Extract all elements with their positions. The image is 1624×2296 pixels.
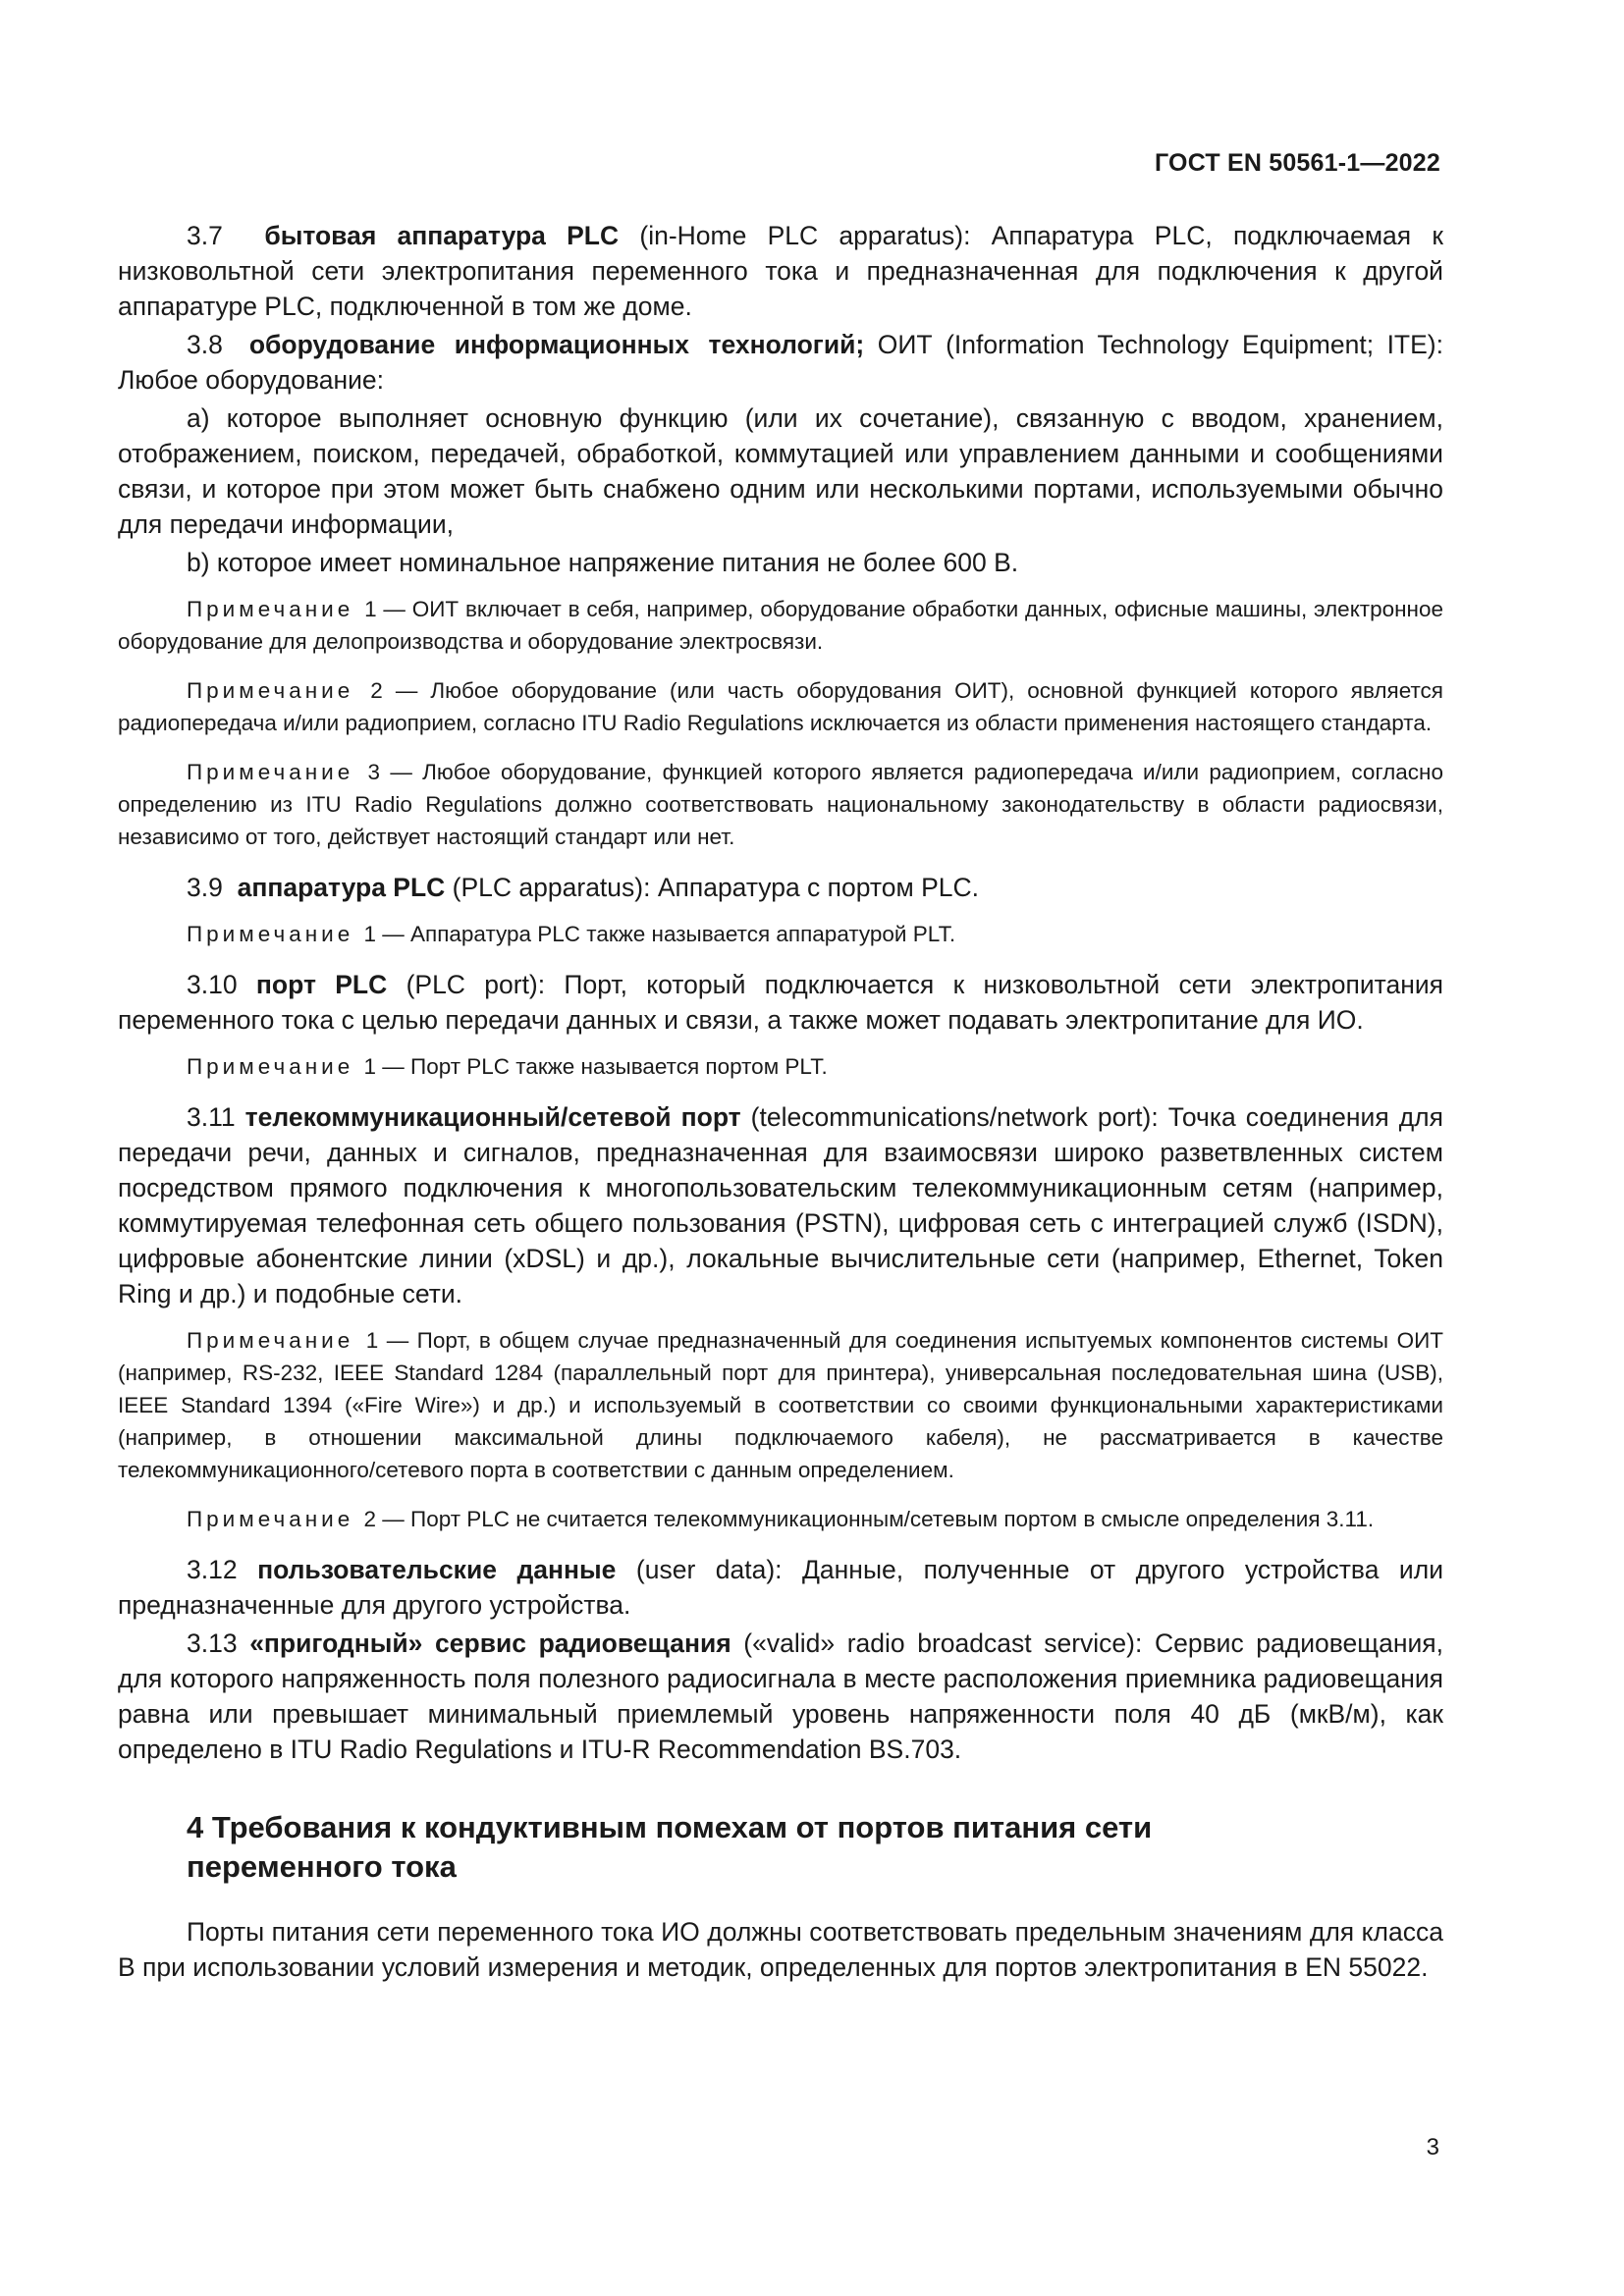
clause-number: 3.13: [187, 1629, 238, 1658]
definition-3-10: [118, 967, 1443, 1038]
clause-number: 3.12: [187, 1555, 238, 1584]
definition-text: (PLC apparatus): Аппаратура с портом PLC.: [445, 873, 979, 902]
term: телекоммуникационный/сетевой порт: [244, 1102, 741, 1132]
definition-3-11: [118, 1099, 1443, 1311]
definition-text: ОИТ (Information Technology Equipment; ITE): Любое оборудование:: [118, 330, 1443, 395]
clause-number: 3.11: [187, 1102, 236, 1132]
note-number: 2: [363, 1507, 377, 1531]
note-number: 1: [363, 1054, 377, 1079]
definition-3-9: [118, 870, 1443, 905]
list-item-a: a) которое выполняет основную функцию (или их сочетание), связанную с вводом, хранением, отображением, поиском, передачей, обработкой, коммутацией или управлением данными и сообщениями связи, и которое при этом может быть снабжено одним или несколькими портами, используемыми обычно для передачи информации,: [118, 403, 1443, 539]
note-3-8-2: [118, 674, 1443, 739]
note-3-11-1: [118, 1324, 1443, 1486]
term: бытовая аппаратура PLC: [264, 221, 620, 250]
note-3-9-1: [118, 918, 1443, 950]
definition-text: (PLC port): Порт, который подключается к низковольтной сети электропитания переменного тока с целью передачи данных и связи, а также может подавать электропитание для ИО.: [118, 970, 1443, 1035]
note-label: Примечание: [187, 1507, 354, 1531]
definition-3-8: [118, 327, 1443, 398]
term: «пригодный» сервис радиовещания: [249, 1629, 731, 1658]
term: оборудование информационных технологий;: [248, 330, 865, 359]
standard-header: ГОСТ EN 50561-1—2022: [1155, 149, 1440, 177]
note-text: — Любое оборудование, функцией которого является радиопередача и/или радиоприем, согласно определению из ITU Radio Regulations должно соответствовать национальному законодательству в области радиосвязи, независимо от того, действует настоящий стандарт или нет.: [118, 760, 1443, 849]
note-number: 3: [367, 760, 381, 784]
note-text: — ОИТ включает в себя, например, оборудование обработки данных, офисные машины, электронное оборудование для делопроизводства и оборудование электросвязи.: [118, 597, 1443, 654]
term: аппаратура PLC: [237, 873, 446, 902]
note-label: Примечание: [187, 678, 354, 703]
clause-number: 3.8: [187, 330, 223, 359]
note-label: Примечание: [187, 922, 354, 946]
note-label: Примечание: [187, 760, 354, 784]
document-body: [118, 218, 1443, 1988]
note-number: 2: [370, 678, 383, 703]
term: порт PLC: [255, 970, 388, 999]
note-3-8-3: [118, 756, 1443, 853]
note-number: 1: [365, 1328, 379, 1353]
note-label: Примечание: [187, 1328, 354, 1353]
term: пользовательские данные: [257, 1555, 617, 1584]
definition-text: (user data): Данные, полученные от другого устройства или предназначенные для другого устройства.: [118, 1555, 1443, 1620]
note-label: Примечание: [187, 1054, 354, 1079]
note-3-8-1: [118, 593, 1443, 658]
definition-text: («valid» radio broadcast service): Сервис радиовещания, для которого напряженность поля полезного радиосигнала в месте расположения приемника радиовещания равна или превышает минимальный приемлемый уровень напряженности поля 40 дБ (мкВ/м), как определено в ITU Radio Regulations и ITU-R Recommendation BS.703.: [118, 1629, 1443, 1764]
clause-number: 3.7: [187, 221, 223, 250]
definition-3-12: [118, 1552, 1443, 1623]
note-number: 1: [363, 922, 377, 946]
note-text: — Порт, в общем случае предназначенный для соединения испытуемых компонентов системы ОИТ (например, RS-232, IEEE Standard 1284 (параллельный порт для принтера), универсальная последовательная шина (USB), IEEE Standard 1394 («Fire Wire») и др.) и используемый в соответствии со своими функциональными характеристиками (например, в отношении максимальной длины подключаемого кабеля), не рассматривается в качестве телекоммуникационного/сетевого порта в соответствии с данным определением.: [118, 1328, 1443, 1482]
definition-text: (telecommunications/network port): Точка соединения для передачи речи, данных и сигналов, предназначенная для взаимосвязи широко разветвленных систем посредством прямого подключения к многопользовательским телекоммуникационным сетям (например, коммутируемая телефонная сеть общего пользования (PSTN), цифровая сеть с интеграцией служб (ISDN), цифровые абонентские линии (xDSL) и др.), локальные вычислительные сети (например, Ethernet, Token Ring и др.) и подобные сети.: [118, 1102, 1443, 1308]
note-3-10-1: [118, 1050, 1443, 1083]
definition-3-13: [118, 1626, 1443, 1767]
section-4-body: Порты питания сети переменного тока ИО должны соответствовать предельным значениям для класса В при использовании условий измерения и методик, определенных для портов электропитания в EN 55022.: [118, 1917, 1443, 1982]
note-label: Примечание: [187, 597, 354, 621]
section-4-title: 4 Требования к кондуктивным помехам от портов питания сети переменного тока: [187, 1810, 1153, 1884]
note-text: — Аппаратура PLC также называется аппаратурой PLT.: [376, 922, 956, 946]
note-text: — Порт PLC также называется портом PLT.: [376, 1054, 828, 1079]
note-text: — Порт PLC не считается телекоммуникационным/сетевым портом в смысле определения 3.11.: [376, 1507, 1375, 1531]
clause-number: 3.10: [187, 970, 238, 999]
list-item-b: b) которое имеет номинальное напряжение питания не более 600 В.: [187, 548, 1019, 577]
definition-3-7: [118, 218, 1443, 324]
clause-number: 3.9: [187, 873, 223, 902]
note-text: — Любое оборудование (или часть оборудования ОИТ), основной функцией которого является радиопередача и/или радиоприем, согласно ITU Radio Regulations исключается из области применения настоящего стандарта.: [118, 678, 1443, 735]
note-number: 1: [364, 597, 377, 621]
page-number: 3: [1426, 2134, 1439, 2161]
note-3-11-2: [118, 1503, 1443, 1535]
definition-text: (in-Home PLC apparatus): Аппаратура PLC, подключаемая к низковольтной сети электропитания переменного тока и предназначенная для подключения к другой аппаратуре PLC, подключенной в том же доме.: [118, 221, 1443, 321]
